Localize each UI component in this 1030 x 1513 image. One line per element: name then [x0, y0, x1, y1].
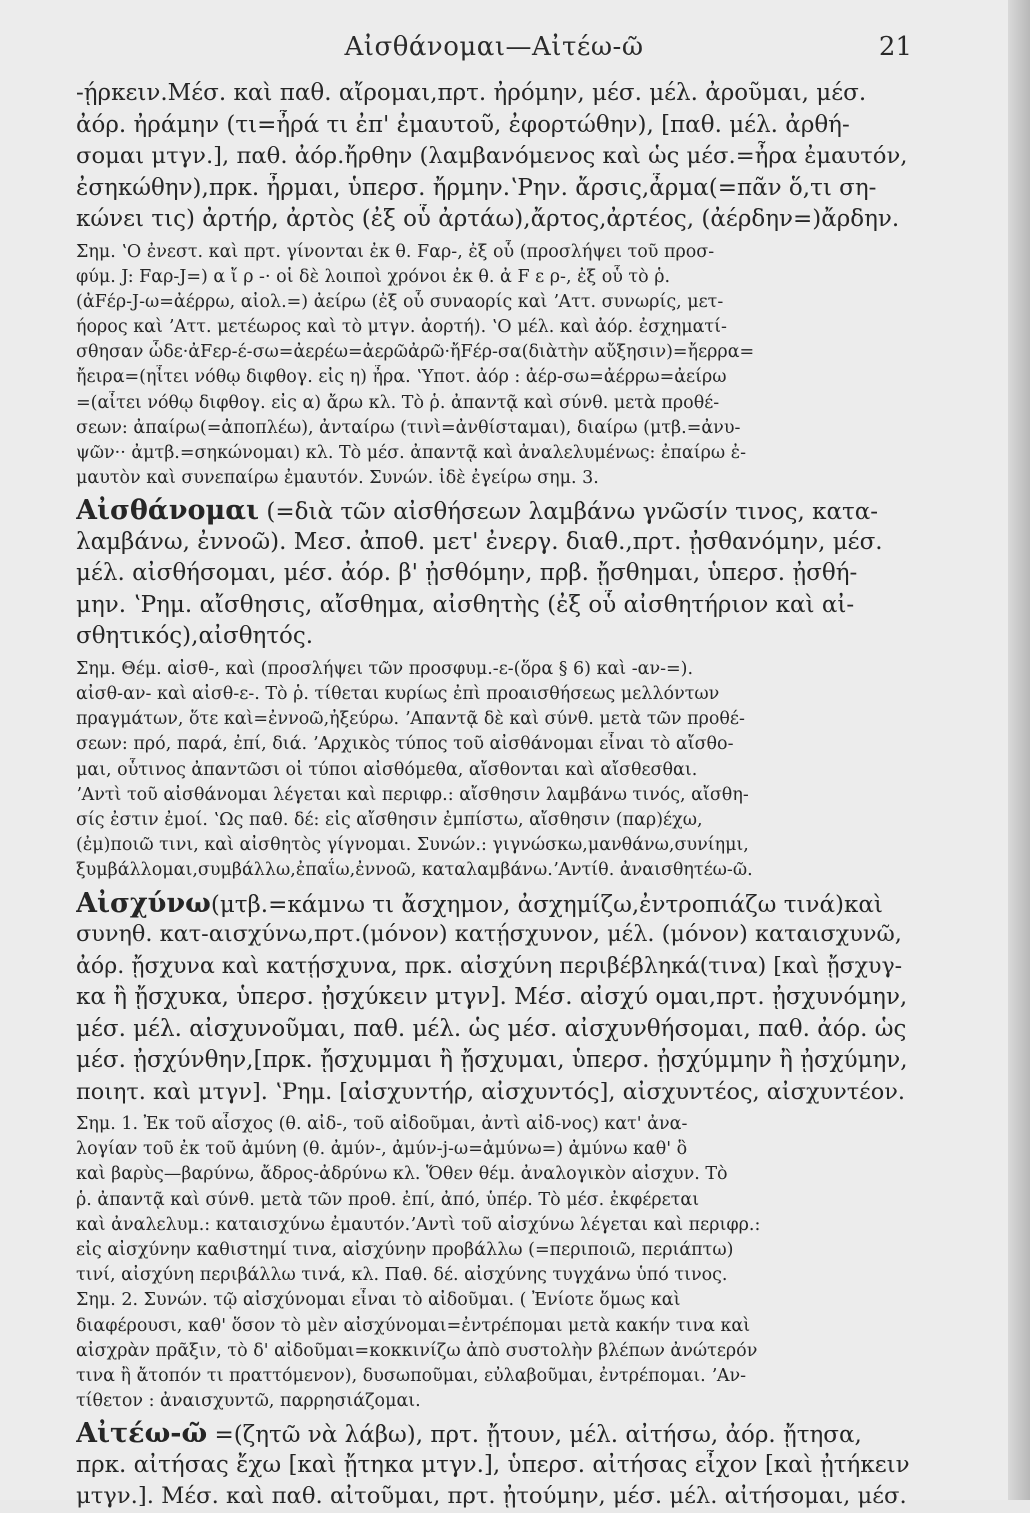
- line-text: Σημ. Θέμ. αἰσθ-, καὶ (προσλήψει τῶν προσφυμ.-ε-(ὅρα § 6) καὶ -αν-=).: [76, 658, 694, 679]
- note-line: [76, 1263, 912, 1288]
- note-line: [76, 365, 912, 390]
- line-text: σθητικός),αἰσθητός.: [76, 623, 314, 650]
- entry-line: [76, 888, 912, 920]
- note-line: [76, 1238, 912, 1263]
- line-text: Σημ. 2. Συνών. τῷ αἰσχύνομαι εἶναι τὸ αἰδοῦμαι. ( Ἐνίοτε ὅμως καὶ: [76, 1290, 681, 1311]
- headword: Αἰσθάνομαι: [76, 495, 260, 527]
- entry-line: [76, 558, 912, 590]
- running-header: [76, 28, 912, 72]
- entry-line: [76, 495, 912, 527]
- note-line: [76, 315, 912, 340]
- note-line: [76, 1213, 912, 1238]
- line-text: πραγμάτων, ὅτε καὶ=ἐννοῶ,ἠξεύρω. ʼΑπαντᾷ δὲ καὶ σύνθ. μετὰ τῶν προθέ-: [76, 709, 745, 730]
- line-text: ἤειρα=(ηἶτει νόθῳ διφθογ. εἰς η) ἦρα. ʽΥποτ. ἀόρ : ἀέρ-σω=ἀέρρω=ἀείρω: [76, 367, 727, 388]
- note-line: [76, 240, 912, 265]
- line-text: καὶ ἀναλελυμ.: καταισχύνω ἐμαυτόν.ʼΑντὶ τοῦ αἰσχύνω λέγεται καὶ περιφρ.:: [76, 1214, 761, 1235]
- line-text: ἀόρ. ἠράμην (τι=ἦρά τι ἐπ' ἐμαυτοῦ, ἐφορτώθην), [παθ. μέλ. ἀρθή-: [76, 111, 850, 138]
- line-text: ἀόρ. ᾔσχυνα καὶ κατῄσχυνα, πρκ. αἰσχύνη περιβέβληκά(τινα) [καὶ ᾔσχυγ-: [76, 952, 903, 979]
- line-text: τινα ἢ ἄτοπόν τι πραττόμενον), δυσωποῦμαι, εὐλαβοῦμαι, ἐντρέπομαι. ʼΑν-: [76, 1365, 747, 1386]
- entry-line: [76, 1077, 912, 1109]
- line-text: -ῄρκειν.Μέσ. καὶ παθ. αἴρομαι,πρτ. ἠρόμην, μέσ. μέλ. ἀροῦμαι, μέσ.: [76, 80, 867, 106]
- note-line: [76, 1162, 912, 1187]
- note-5: [76, 1112, 912, 1414]
- line-text: (ἀFέρ-J-ω=ἀέρρω, αἰολ.=) ἀείρω (ἐξ οὗ συναορίς καὶ ʼΑττ. συνωρίς, μετ-: [76, 291, 724, 312]
- note-1: [76, 240, 912, 492]
- entry-line: [76, 919, 912, 951]
- note-3: [76, 657, 912, 884]
- line-text: μην. ʽΡημ. αἴσθησις, αἴσθημα, αἰσθητὴς (ἐξ οὗ αἰσθητήριον καὶ αἰ-: [76, 591, 855, 618]
- line-text: αἰσχρὰν πρᾶξιν, τὸ δ' αἰδοῦμαι=κοκκινίζω ἀπὸ συστολὴν βλέπων ἀνώτερόν: [76, 1340, 758, 1361]
- entry-line: [76, 590, 912, 622]
- entry-line: [76, 982, 912, 1014]
- line-text: ῥ. ἀπαντᾷ καὶ σύνθ. μετὰ τῶν προθ. ἐπί, ἀπό, ὑπέρ. Τὸ μέσ. ἐκφέρεται: [76, 1189, 700, 1210]
- line-text: (=διὰ τῶν αἰσθήσεων λαμβάνω γνῶσίν τινος, κατα-: [259, 499, 879, 526]
- note-line: [76, 466, 912, 491]
- page-body: [76, 78, 912, 1513]
- line-text: τινί, αἰσχύνη περιβάλλω τινά, κλ. Παθ. δέ. αἰσχύνης τυγχάνω ὑπό τινος.: [76, 1265, 728, 1286]
- note-line: [76, 265, 912, 290]
- note-line: [76, 1339, 912, 1364]
- line-text: μτγν.]. Μέσ. καὶ παθ. αἰτοῦμαι, πρτ. ᾐτούμην, μέσ. μέλ. αἰτήσομαι, μέσ.: [76, 1483, 907, 1510]
- entry-line: [76, 621, 912, 653]
- note-line: [76, 1112, 912, 1137]
- line-text: διαφέρουσι, καθ' ὅσον τὸ μὲν αἰσχύνομαι=ἐντρέπομαι μετὰ κακήν τινα καὶ: [76, 1315, 751, 1336]
- line-text: κώνει τις) ἀρτήρ, ἀρτὸς (ἐξ οὗ ἀρτάω),ἄρτος,ἀρτέος, (ἀέρδην=)ἄρδην.: [76, 206, 900, 232]
- line-text: =(ζητῶ νὰ λάβω), πρτ. ᾔτουν, μέλ. αἰτήσω, ἀόρ. ᾔτησα,: [207, 1422, 862, 1449]
- note-line: [76, 732, 912, 757]
- entry-line: [76, 141, 912, 173]
- line-text: ψῶν·· ἀμτβ.=σηκώνομαι) κλ. Τὸ μέσ. ἀπαντᾷ καὶ ἀναλελυμένως: ἐπαίρω ἐ-: [76, 443, 747, 463]
- line-text: =(αἶτει νόθῳ διφθογ. εἰς α) ἄρω κλ. Τὸ ῥ. ἀπαντᾷ καὶ σύνθ. μετὰ προθέ-: [76, 392, 720, 413]
- line-text: (ἐμ)ποιῶ τινι, καὶ αἰσθητὸς γίγνομαι. Συνών.: γιγνώσκω,μανθάνω,συνίημι,: [76, 835, 749, 856]
- note-line: [76, 858, 912, 883]
- line-text: ποιητ. καὶ μτγν]. ʽΡημ. [αἰσχυντήρ, αἰσχυντός], αἰσχυντέος, αἰσχυντέον.: [76, 1078, 905, 1105]
- note-0: [76, 78, 912, 236]
- line-text: σεων: ἀπαίρω(=ἀποπλέω), ἀνταίρω (τινὶ=ἀνθίσταμαι), διαίρω (μτβ.=ἀνυ-: [76, 417, 741, 438]
- entry-line: [76, 173, 912, 205]
- line-text: σεων: πρό, παρά, ἐπί, διά. ʼΑρχικὸς τύπος τοῦ αἰσθάνομαι εἶναι τὸ αἴσθο-: [76, 734, 734, 755]
- entry-line: [76, 527, 912, 559]
- note-line: [76, 1364, 912, 1389]
- headword: Αἰτέω-ῶ: [76, 1418, 208, 1450]
- line-text: μέσ. ᾐσχύνθην,[πρκ. ᾔσχυμμαι ἢ ᾔσχυμαι, ὑπερσ. ᾐσχύμμην ἢ ᾐσχύμην,: [76, 1047, 908, 1074]
- line-text: λαμβάνω, ἐννοῶ). Μεσ. ἀποθ. μετ' ἐνεργ. διαθ.,πρτ. ᾐσθανόμην, μέσ.: [76, 528, 883, 555]
- line-text: Σημ. 1. Ἐκ τοῦ αἶσχος (θ. αἰδ-, τοῦ αἰδοῦμαι, ἀντὶ αἰδ-νος) κατ' ἀνα-: [76, 1114, 688, 1135]
- line-text: σθησαν ὧδε·ἀFερ-έ-σω=ἀερέω=ἀερῶἀρῶ·ἤFέρ-σα(διὰτὴν αὔξησιν)=ἤερρα=: [76, 342, 755, 363]
- entry-line: [76, 1045, 912, 1077]
- line-text: λογίαν τοῦ ἐκ τοῦ ἀμύνη (θ. ἀμύν-, ἀμύν-j-ω=ἀμύνω=) ἀμύνω καθ' ὃ: [76, 1139, 688, 1160]
- line-text: εἰς αἰσχύνην καθιστημί τινα, αἰσχύνην προβάλλω (=περιποιῶ, περιάπτω): [76, 1240, 734, 1260]
- entry-line: [76, 1481, 912, 1513]
- note-line: [76, 758, 912, 783]
- line-text: συνηθ. κατ-αισχύνω,πρτ.(μόνον) κατῄσχυνον, μέλ. (μόνον) καταισχυνῶ,: [76, 921, 902, 948]
- line-text: σίς ἐστιν ἐμοί. ʽΩς παθ. δέ: εἰς αἴσθησιν ἐμπίστω, αἴσθησιν (παρ)έχω,: [76, 810, 703, 830]
- note-line: [76, 441, 912, 466]
- headword: Αἰσχύνω: [76, 887, 211, 919]
- entry-line: [76, 951, 912, 983]
- note-line: [76, 391, 912, 416]
- line-text: (μτβ.=κάμνω τι ἄσχημον, ἀσχημίζω,ἐντροπιάζω τινά)καὶ: [210, 891, 883, 918]
- page-number: 21: [878, 32, 912, 62]
- line-text: Σημ. ʽΟ ἐνεστ. καὶ πρτ. γίνονται ἐκ θ. Fαρ-, ἐξ οὗ (προσλήψει τοῦ προσ-: [76, 241, 715, 262]
- note-line: [76, 1288, 912, 1313]
- note-line: [76, 290, 912, 315]
- line-text: τίθετον : ἀναισχυντῶ, παρρησιάζομαι.: [76, 1391, 421, 1412]
- entry-6: [76, 1418, 912, 1513]
- entry-line: [76, 1450, 912, 1482]
- entry-line: [76, 78, 912, 110]
- running-title: Αἰσθάνομαι—Αἰτέω-ῶ: [344, 32, 644, 62]
- note-line: [76, 416, 912, 441]
- line-text: μέλ. αἰσθήσομαι, μέσ. ἀόρ. β' ᾐσθόμην, πρβ. ᾔσθημαι, ὑπερσ. ᾐσθή-: [76, 560, 858, 587]
- line-text: ʼΑντὶ τοῦ αἰσθάνομαι λέγεται καὶ περιφρ.: αἴσθησιν λαμβάνω τινός, αἴσθη-: [76, 784, 749, 805]
- note-line: [76, 1137, 912, 1162]
- line-text: μαυτὸν καὶ συνεπαίρω ἐμαυτόν. Συνών. ἰδὲ ἐγείρω σημ. 3.: [76, 468, 599, 489]
- line-text: ἐσηκώθην),πρκ. ἦρμαι, ὑπερσ. ἤρμην.ʽΡην. ἄρσις,ἆρμα(=πᾶν ὅ,τι ση-: [76, 174, 877, 201]
- entry-2: [76, 495, 912, 653]
- note-line: [76, 657, 912, 682]
- line-text: πρκ. αἰτήσας ἔχω [καὶ ᾔτηκα μτγν.], ὑπερσ. αἰτήσας εἶχον [καὶ ᾐτήκειν: [76, 1451, 910, 1478]
- note-line: [76, 707, 912, 732]
- entry-line: [76, 1418, 912, 1450]
- note-line: [76, 1188, 912, 1213]
- entry-line: [76, 204, 912, 236]
- line-text: μαι, οὗτινος ἀπαντῶσι οἱ τύποι αἰσθόμεθα, αἴσθονται καὶ αἴσθεσθαι.: [76, 759, 698, 780]
- line-text: φύμ. J: Fαρ-J=) α ἴ ρ -· οἱ δὲ λοιποὶ χρόνοι ἐκ θ. ἀ F ε ρ-, ἐξ οὗ τὸ ῥ.: [76, 266, 671, 287]
- note-line: [76, 808, 912, 833]
- line-text: σομαι μτγν.], παθ. ἀόρ.ἤρθην (λαμβανόμενος καὶ ὡς μέσ.=ἦρα ἐμαυτόν,: [76, 143, 908, 169]
- line-text: κα ἢ ᾔσχυκα, ὑπερσ. ᾐσχύκειν μτγν]. Μέσ. αἰσχύ ομαι,πρτ. ᾐσχυνόμην,: [76, 984, 908, 1011]
- note-line: [76, 682, 912, 707]
- note-line: [76, 340, 912, 365]
- page-edge-shadow: [1008, 0, 1030, 1500]
- entry-line: [76, 1014, 912, 1046]
- line-text: μέσ. μέλ. αἰσχυνοῦμαι, παθ. μέλ. ὡς μέσ. αἰσχυνθήσομαι, παθ. ἀόρ. ὡς: [76, 1015, 907, 1042]
- note-line: [76, 783, 912, 808]
- line-text: καὶ βαρὺς—βαρύνω, ἄδρος-ἀδρύνω κλ. Ὅθεν θέμ. ἀναλογικὸν αἰσχυν. Τὸ: [76, 1164, 728, 1185]
- note-line: [76, 1314, 912, 1339]
- entry-line: [76, 110, 912, 142]
- note-line: [76, 833, 912, 858]
- entry-4: [76, 888, 912, 1109]
- line-text: ξυμβάλλομαι,συμβάλλω,ἐπαΐω,ἐννοῶ, καταλαμβάνω.ʼΑντίθ. ἀναισθητέω-ῶ.: [76, 860, 753, 881]
- note-line: [76, 1389, 912, 1414]
- line-text: ήορος καὶ ʼΑττ. μετέωρος καὶ τὸ μτγν. ἀορτή). ʽΟ μέλ. καὶ ἀόρ. ἐσχηματί-: [76, 317, 727, 338]
- line-text: αἰσθ-αν- καὶ αἰσθ-ε-. Τὸ ῥ. τίθεται κυρίως ἐπὶ προαισθήσεως μελλόντων: [76, 684, 720, 705]
